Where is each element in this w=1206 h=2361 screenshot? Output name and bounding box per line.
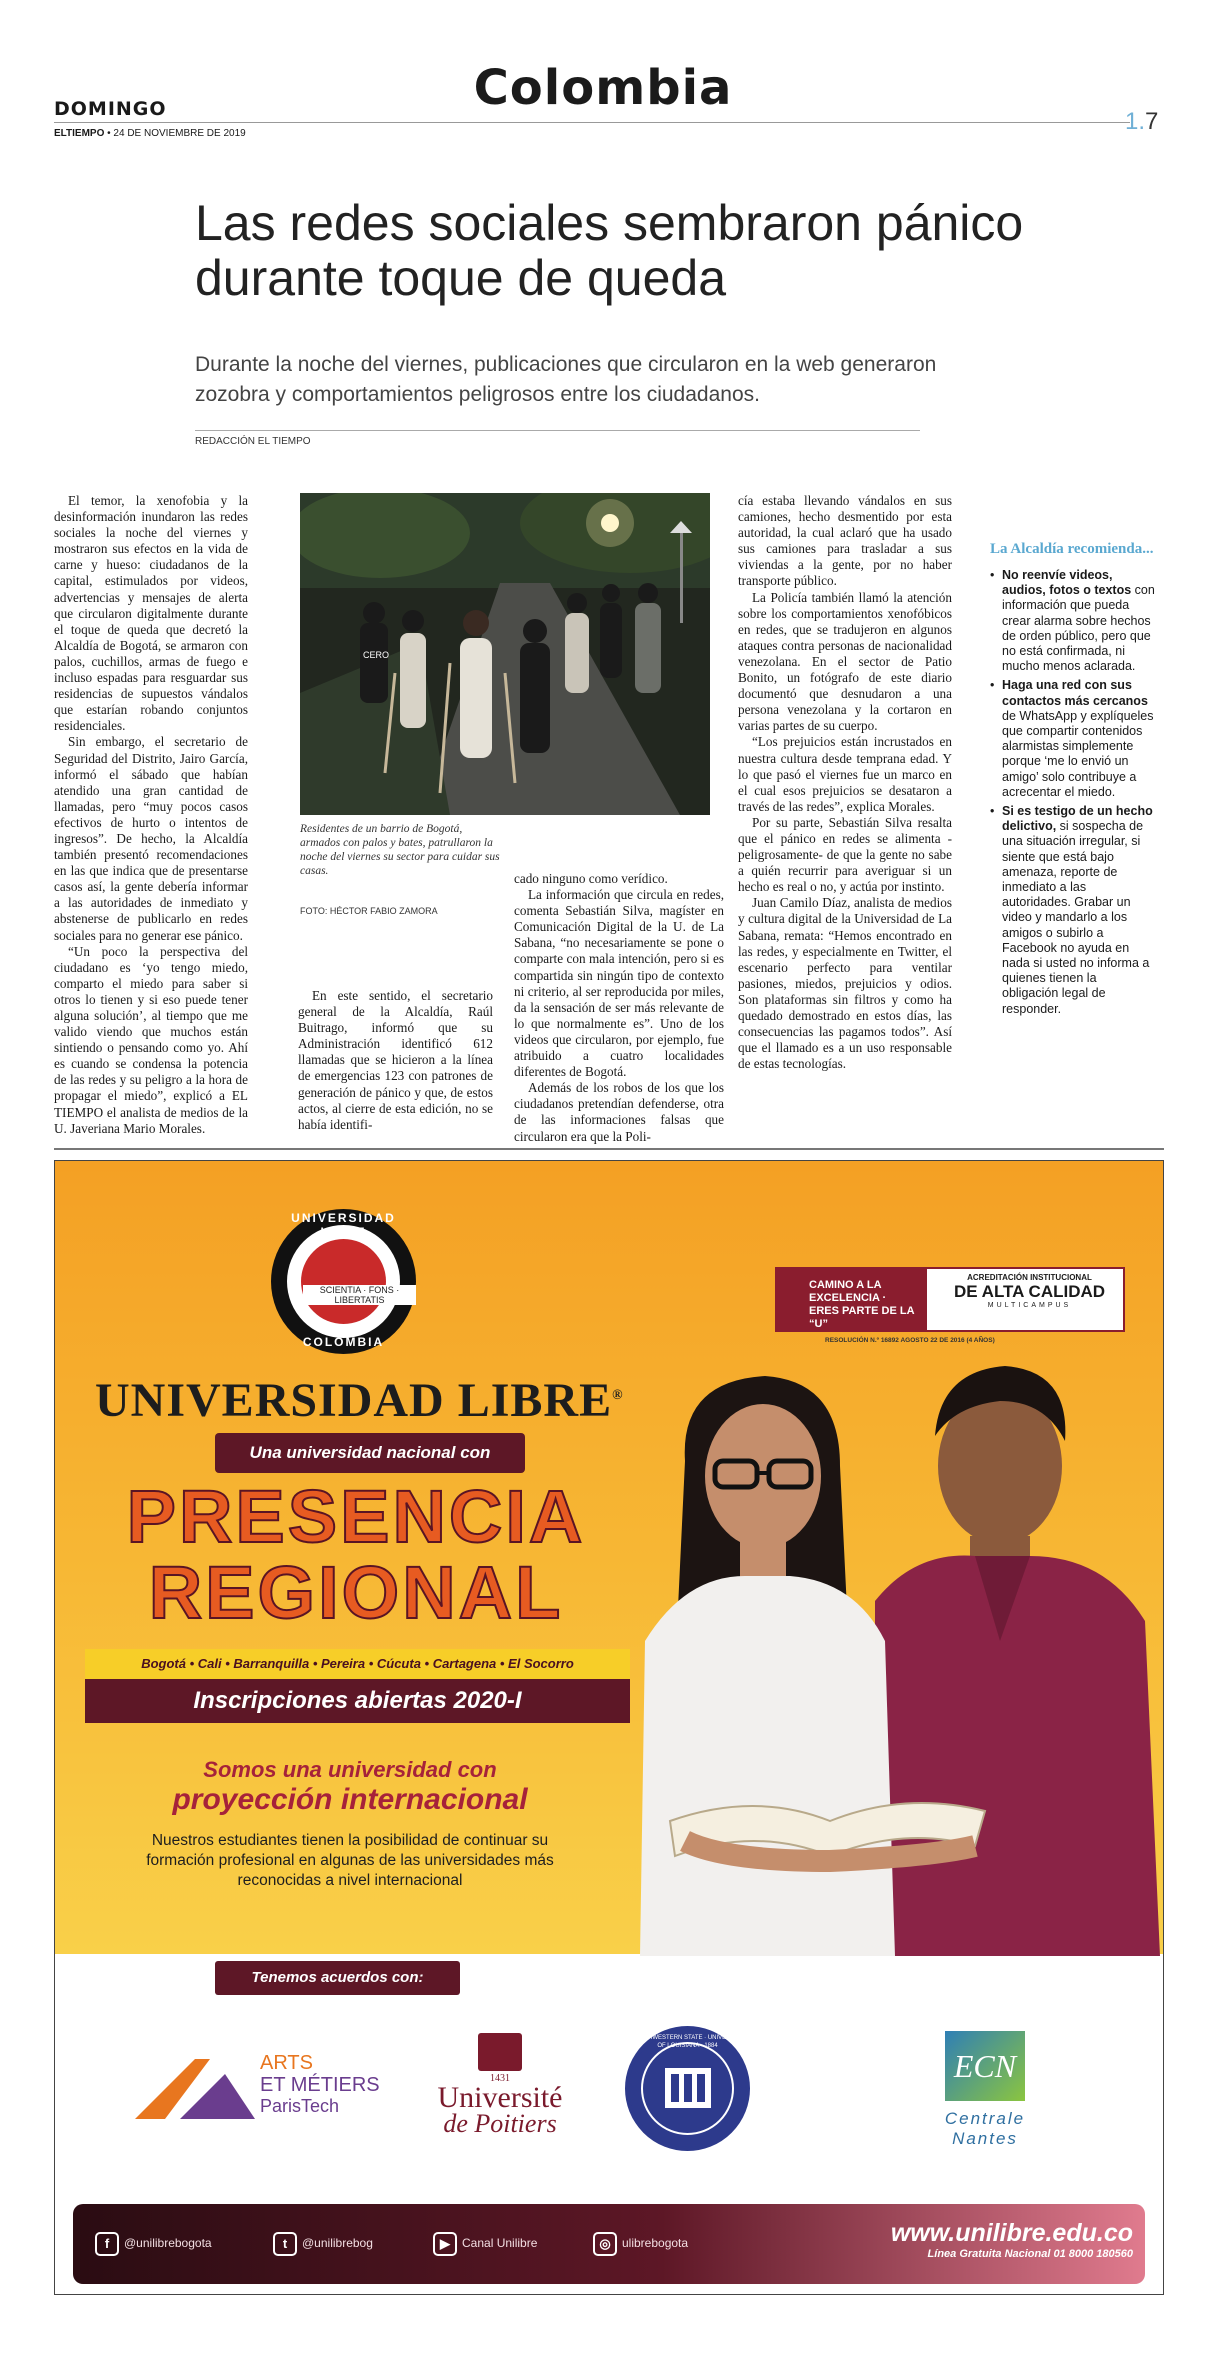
ad-footer [73, 2204, 1145, 2284]
social-instagram[interactable] [593, 2232, 688, 2256]
sidebar-item-lead: No reenvíe videos, audios, fotos o textos [1002, 568, 1132, 598]
universite-poitiers-logo [400, 2033, 600, 2138]
accreditation-main: DE ALTA CALIDAD [953, 1282, 1106, 1301]
photo-credit: FOTO: HÉCTOR FABIO ZAMORA [300, 906, 438, 916]
page-number [1125, 108, 1158, 136]
paragraph: cado ninguno como verídico. [514, 871, 668, 886]
campus-cities: Bogotá • Cali • Barranquilla • Pereira • Cúcuta • Cartagena • El Socorro [85, 1649, 630, 1679]
instagram-icon: ◎ [593, 2232, 617, 2256]
ad-headline-line-2: REGIONAL [148, 1551, 564, 1634]
website-link[interactable]: www.unilibre.edu.co [890, 2219, 1133, 2247]
day-label: DOMINGO [54, 98, 167, 120]
international-heading [125, 1757, 575, 1817]
youtube-icon: ▶ [433, 2232, 457, 2256]
northwestern-columns-icon [665, 2068, 711, 2108]
sidebar-item [990, 678, 1155, 800]
deck-divider [195, 430, 920, 431]
accreditation-resolution: RESOLUCIÓN N.º 16892 AGOSTO 22 DE 2016 (4 AÑOS) [825, 1337, 995, 1344]
paragraph: “Un poco la perspectiva del ciudadano es ‘yo tengo miedo, comparto el miedo para saber si otros lo tienen y si eso puede tener alguna solución’, al tiempo que me valido viendo que muchos están sintiendo o pensando como yo. Ahí es cuando se condensa la potencia de las redes y su peligro a la hora de propagar el miedo”, explicó a EL TIEMPO el analista de medios de la U. Javeriana Mario Morales. [54, 943, 248, 1136]
section-title: Colombia [473, 60, 733, 116]
photo-caption: Residentes de un barrio de Bogotá, armados con palos y bates, patrullaron la noche del viernes su sector para cuidar sus casas. [300, 823, 500, 877]
ad-headline [91, 1475, 621, 1634]
page-number-suffix: 7 [1145, 108, 1159, 135]
byline: REDACCIÓN EL TIEMPO [195, 436, 311, 447]
ad-headline-line-1: PRESENCIA [126, 1475, 586, 1558]
article-headline: Las redes sociales sembraron pánico durante toque de queda [195, 195, 1024, 306]
university-advertisement [54, 1160, 1164, 2295]
centrale-nantes-icon: ECN [945, 2031, 1025, 2101]
paragraph: Además de los robos de los que los ciudadanos pretendían defenderse, otra de las informaciones falsas que circularon era que la Poli- [514, 1080, 724, 1144]
accreditation-right [937, 1273, 1122, 1309]
seal-top-text: UNIVERSIDAD [291, 1211, 396, 1225]
article-column-1 [54, 493, 248, 1137]
website-block [813, 2218, 1133, 2260]
registered-mark: ® [612, 1388, 624, 1403]
international-heading-line-1: Somos una universidad con [203, 1757, 497, 1782]
seal-bottom-text: COLOMBIA [302, 1335, 385, 1349]
paragraph: Sin embargo, el secretario de Seguridad del Distrito, Jairo García, informó el sábado que habían atendido una gran cantidad de llamadas, pero “muy pocos casos efectivos de hurto o intentos de ingresos”. De hecho, la Alcaldía también presentó recomendaciones en las que indica que de presentarse casos así, la gente debería informar a las autoridades de inmediato y abstenerse de publicarlo en redes sociales para no generar ese pánico. [54, 734, 248, 943]
accreditation-badge [775, 1267, 1125, 1332]
poitiers-crest-icon [478, 2033, 522, 2071]
social-twitter[interactable] [273, 2232, 373, 2256]
page-number-prefix: 1. [1125, 108, 1146, 135]
social-handle: @unilibrebog [302, 2236, 373, 2251]
sidebar-item [990, 804, 1155, 1017]
ad-divider [54, 1148, 1164, 1150]
arts-et-metiers-line-2: ET MÉTIERS [260, 2074, 380, 2096]
poitiers-line-1: Université [437, 2081, 563, 2114]
sidebar-list [990, 568, 1155, 1017]
students-photo [575, 1341, 1164, 1956]
poitiers-line-2: de Poitiers [443, 2109, 557, 2138]
phone-line: Línea Gratuita Nacional 01 8000 180560 [927, 2248, 1133, 2260]
university-name-text: UNIVERSIDAD LIBRE [95, 1374, 613, 1427]
centrale-nantes-line-2: Nantes [952, 2129, 1018, 2148]
article-column-2 [298, 988, 493, 1133]
social-handle: ulibrebogota [622, 2236, 689, 2251]
arts-et-metiers-logo [135, 2044, 395, 2134]
accreditation-left: CAMINO A LA EXCELENCIA · ERES PARTE DE LA “U” [777, 1269, 927, 1330]
sidebar-item-lead: Si es testigo de un hecho delictivo, [1002, 804, 1153, 834]
dateline [54, 128, 246, 139]
sidebar-recommendations [990, 540, 1155, 1021]
seal-emblem [301, 1239, 386, 1324]
facebook-icon: f [95, 2232, 119, 2256]
article-photo [300, 493, 710, 815]
university-name [95, 1373, 624, 1428]
social-youtube[interactable] [433, 2232, 537, 2256]
poitiers-year: 1431 [490, 2073, 510, 2084]
twitter-icon: t [273, 2232, 297, 2256]
tagline-bar: Una universidad nacional con [215, 1433, 525, 1473]
seal-motto: SCIENTIA · FONS · LIBERTATIS [303, 1285, 416, 1305]
paper-name: ELTIEMPO [54, 128, 105, 139]
social-facebook[interactable] [95, 2232, 212, 2256]
northwestern-state-logo [625, 2026, 750, 2151]
paragraph: La información que circula en redes, comenta Sebastián Silva, magíster en Comunicación Digital de la U. de La Sabana, “no necesariamente se pone o comparte con mala intención, pero si es compartida sin ningún tipo de contexto ni criterio, al ser reproducida por miles, da la sensación de ser más relevante de lo que normalmente es”. Uno de los videos que circularon, por ejemplo, fue atribuido a cuatro localidades diferentes de Bogotá. [514, 887, 724, 1080]
sidebar-item-lead: Haga una red con sus contactos más cercanos [1002, 678, 1148, 708]
sidebar-item-text: de WhatsApp y explíqueles que compartir contenidos alarmistas simplemente porque ‘me lo envió un amigo’ solo contribuye a acrecentar el miedo. [1002, 708, 1154, 799]
sidebar-item [990, 568, 1155, 674]
sidebar-item-text: si sospecha de una situación irregular, si siente que está bajo amenaza, reporte de inmediato a las autoridades. Grabar un video y mandarlo a los amigos o subirlo a Facebook no ayuda en nada si usted no informa a quienes tienen la obligación legal de responder. [1002, 819, 1150, 1016]
paragraph: El temor, la xenofobia y la desinformación inundaron las redes sociales la noche del viernes y mostraron sus efectos en la vida de carne y hueso: ciudadanos de la capital, estimulados por videos, advertencias y mensajes de alerta que circularon digitalmente durante el toque de queda que decretó la Alcaldía de Bogotá, se armaron con palos, cuchillos, armas de fuego e incluso espadas para resguardar sus residencias de supuestos vándalos que estarían robando conjuntos residenciales. [54, 493, 248, 734]
accreditation-top: ACREDITACIÓN INSTITUCIONAL [967, 1273, 1092, 1282]
date: • 24 DE NOVIEMBRE DE 2019 [107, 128, 246, 139]
paragraph: La Policía también llamó la atención sobre los comportamientos xenofóbicos en redes, que se tradujeron en algunos ataques contra personas de nacionalidad venezolana. En el sector de Patio Bonito, un fotógrafo de este diario documentó que desnudaron a una persona venezolana y la cortaron en varias partes de su cuerpo. [738, 589, 952, 734]
shirt-text: CERO [363, 650, 390, 660]
paragraph: Por su parte, Sebastián Silva resalta que el pánico en redes se alimenta -peligrosamente- de que la gente no sabe a quién recurrir para averiguar si un hecho es real o no, y actúa por instinto. [738, 814, 952, 895]
article-deck: Durante la noche del viernes, publicaciones que circularon en la web generaron zozobra y comportamientos peligrosos entre los ciudadanos. [195, 353, 937, 406]
article-column-4 [738, 493, 952, 1072]
enrollment-banner: Inscripciones abiertas 2020-I [85, 1679, 630, 1723]
paragraph: cía estaba llevando vándalos en sus camiones, hecho desmentido por esta autoridad, la cual aclaró que ha usado sus camiones para trasladar a sus viviendas a la gente, por no haber transporte público. [738, 493, 952, 589]
sidebar-item-text: con información que pueda crear alarma sobre hechos de orden público, pero que no está confirmada, ni mucho menos aclarada. [1002, 583, 1155, 674]
night-street-photo [300, 493, 710, 815]
arts-et-metiers-icon [135, 2049, 255, 2129]
ad-body-text: Nuestros estudiantes tienen la posibilidad de continuar su formación profesional en algunas de las universidades más reconocidas a nivel internacional [146, 1832, 554, 1889]
social-handle: @unilibrebogota [124, 2236, 212, 2251]
northwestern-ring-text: NORTHWESTERN STATE · UNIVERSITY OF LOUISIANA · 1884 [631, 2035, 744, 2049]
international-heading-line-2: proyección internacional [172, 1783, 528, 1816]
centrale-nantes-logo [915, 2031, 1055, 2151]
university-seal [271, 1209, 416, 1354]
article-column-3 [514, 871, 724, 1145]
accreditation-sub: MULTICAMPUS [987, 1302, 1072, 1309]
centrale-nantes-line-1: Centrale [944, 2109, 1026, 2128]
header-divider [54, 122, 1130, 123]
social-handle: Canal Unilibre [462, 2236, 538, 2251]
paragraph: Juan Camilo Díaz, analista de medios y cultura digital de la Universidad de La Sabana, remata: “Hemos encontrado en las redes, y especialmente en Twitter, el escenario perfecto para ventilar pasiones, miedos, prejuicios y odios. Son plataformas sin filtros y como ha quedado demostrado en estos días, las consecuencias las pagamos todos”. Así que el llamado es a un uso responsable de estas tecnologías. [738, 895, 952, 1072]
seal-inner [287, 1225, 400, 1338]
arts-et-metiers-line-1: ARTS [260, 2052, 313, 2074]
sidebar-title: La Alcaldía recomienda... [990, 541, 1154, 557]
agreements-label: Tenemos acuerdos con: [215, 1961, 460, 1995]
paragraph: “Los prejuicios están incrustados en nuestra cultura desde temprana edad. Y lo que pasó el viernes fue un marco en el cual esos prejuicios se desataron a través de las redes”, explica Morales. [738, 734, 952, 814]
arts-et-metiers-line-3: ParisTech [260, 2096, 340, 2116]
paragraph: En este sentido, el secretario general de la Alcaldía, Raúl Buitrago, informó que su Administración identificó 612 llamadas que se hicieron a la línea de emergencias 123 con patrones de generación de pánico y que, de estos actos, al cierre de esta edición, no se había identifi- [298, 988, 493, 1132]
